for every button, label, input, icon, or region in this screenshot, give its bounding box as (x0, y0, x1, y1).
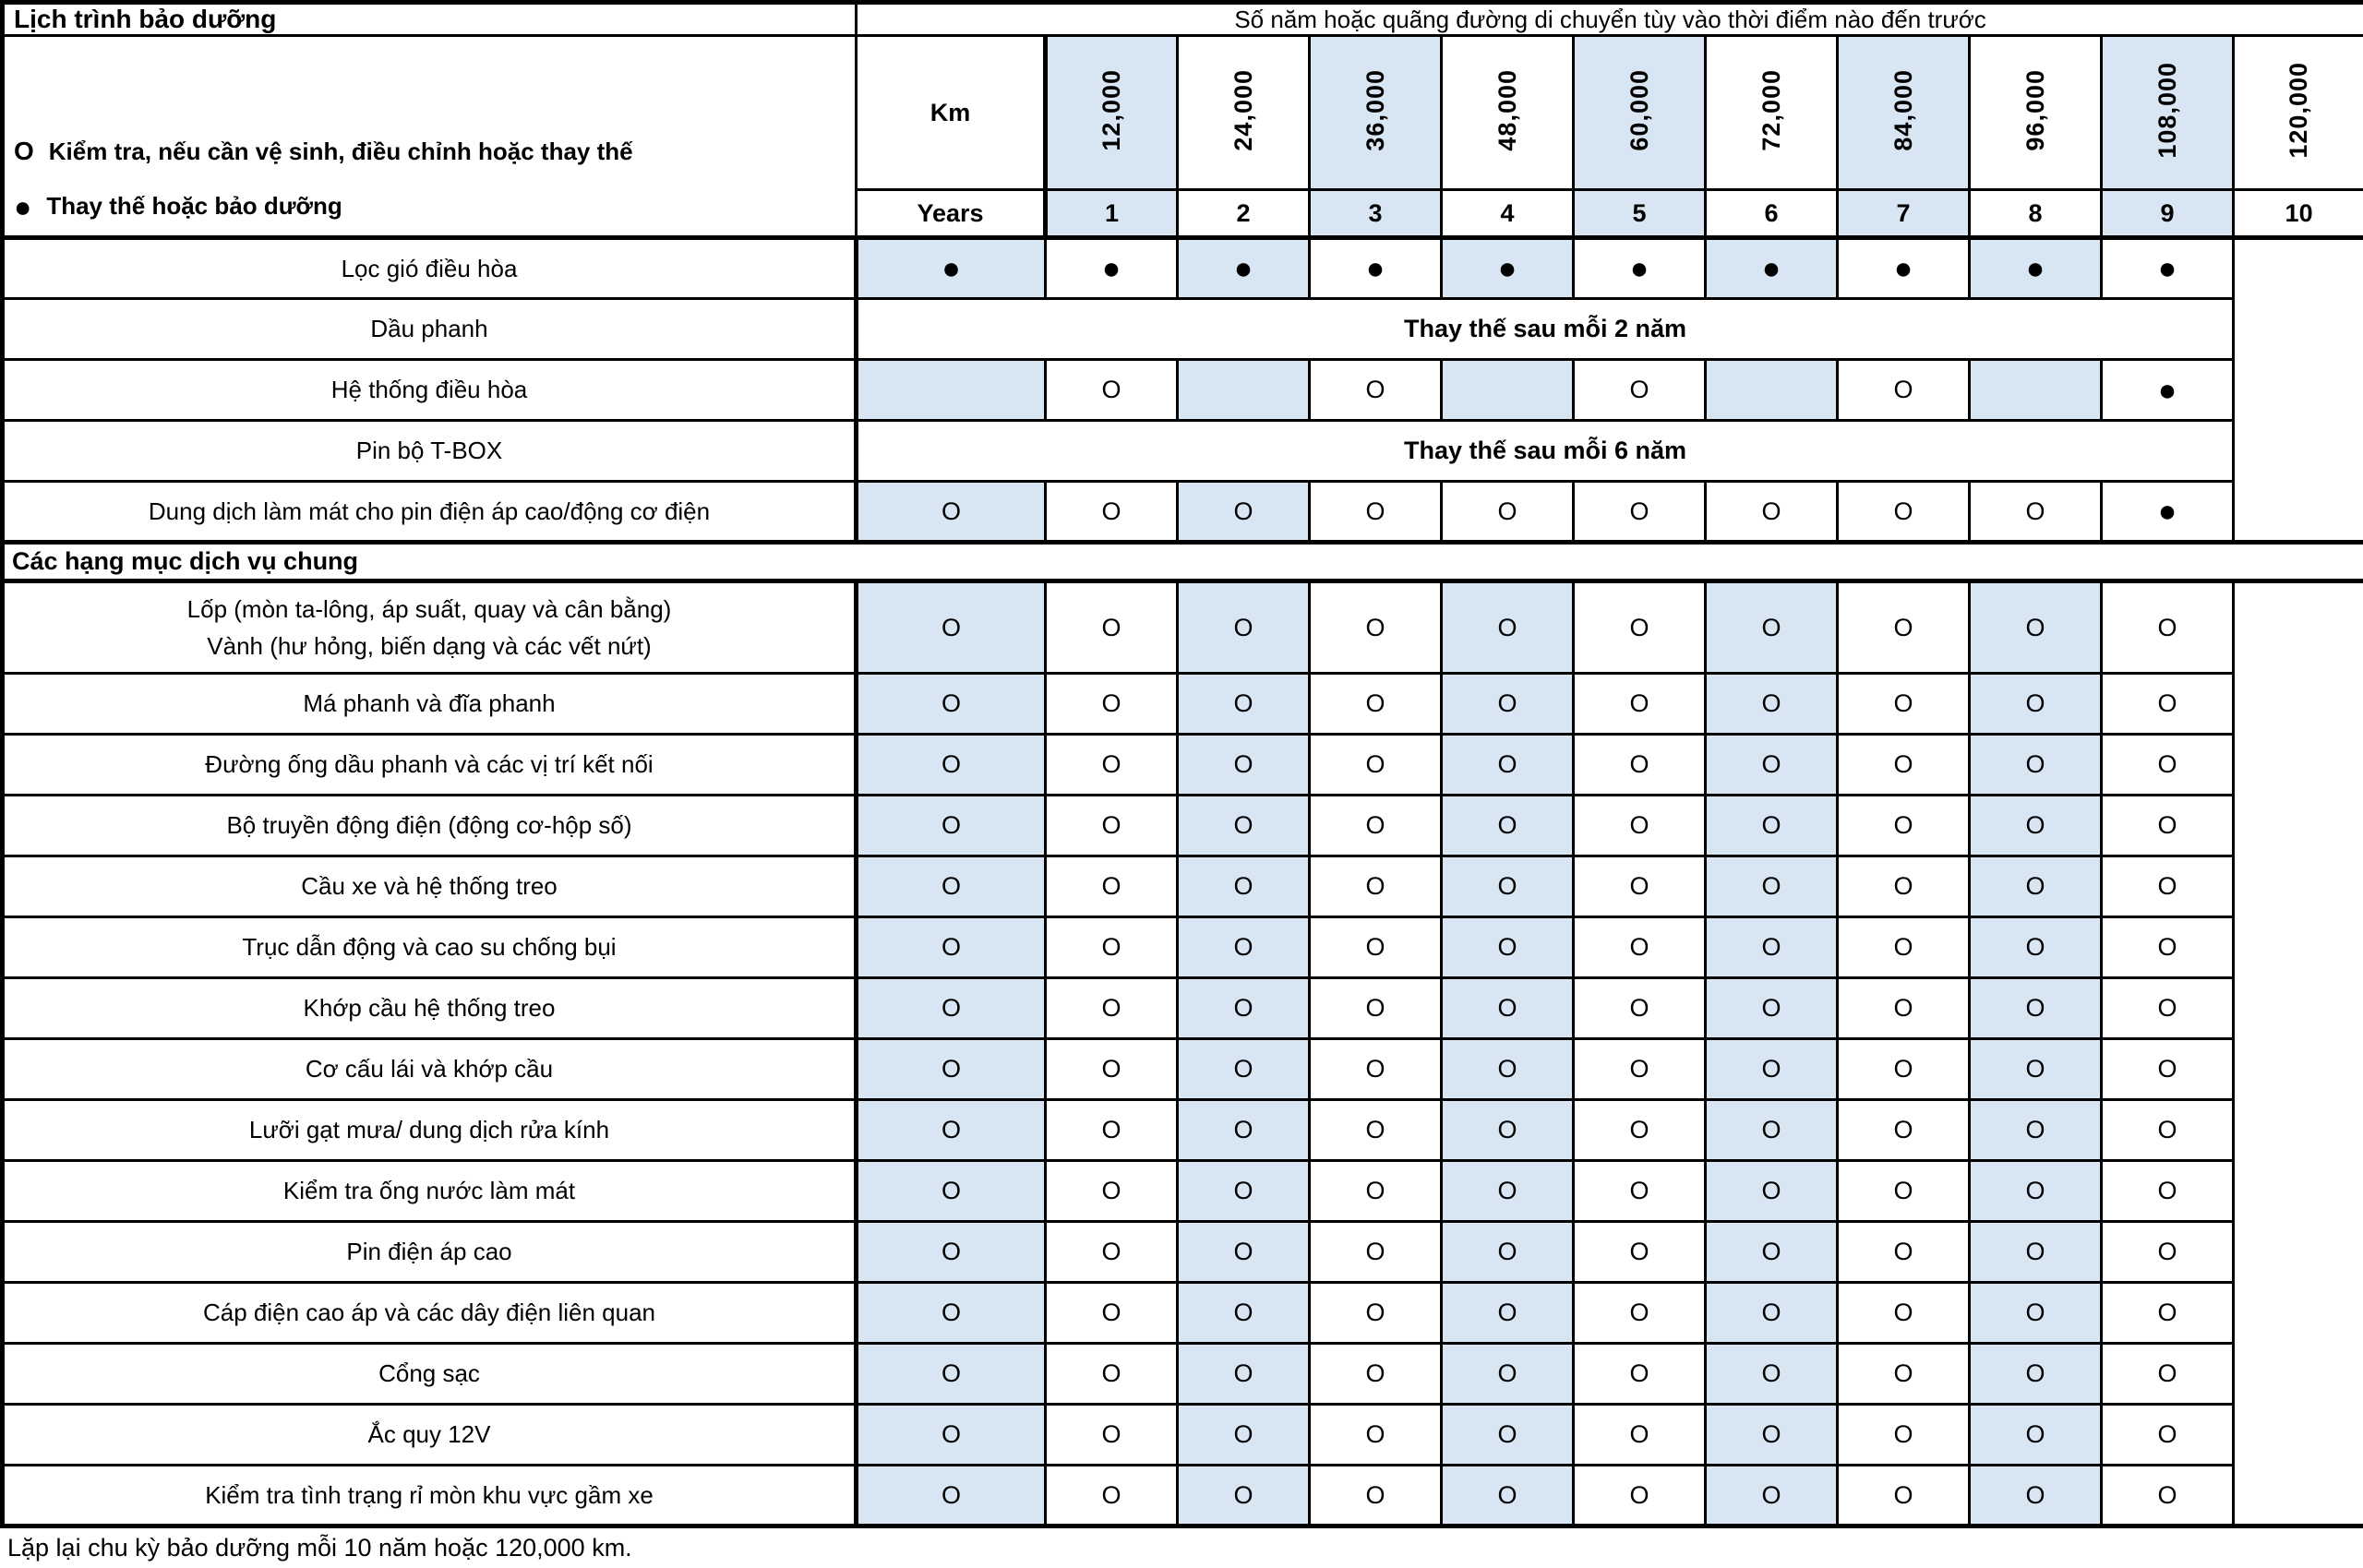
inspect-mark: O (1178, 917, 1310, 978)
inspect-mark: O (857, 1222, 1046, 1283)
item-row (3, 360, 2363, 421)
inspect-mark: O (1970, 1344, 2102, 1405)
km-column-header (1706, 36, 1838, 190)
inspect-mark: O (857, 1466, 1046, 1526)
inspect-mark: O (1310, 1405, 1442, 1466)
inspect-mark: O (1178, 1283, 1310, 1344)
km-column-header (1970, 36, 2102, 190)
inspect-mark-symbol: O (14, 137, 34, 166)
item-label: Lọc gió điều hòa (3, 238, 857, 299)
replace-mark: ● (1046, 238, 1178, 299)
inspect-mark: O (1574, 1466, 1706, 1526)
inspect-mark: O (2102, 917, 2234, 978)
inspect-mark: O (1178, 1466, 1310, 1526)
year-value: 8 (1970, 190, 2102, 238)
item-row (3, 1161, 2363, 1222)
inspect-mark: O (1178, 735, 1310, 796)
inspect-mark: O (1442, 735, 1574, 796)
km-value: 120,000 (2285, 62, 2313, 159)
years-label: Years (857, 190, 1046, 238)
km-column-header (1046, 36, 1178, 190)
inspect-mark: O (1706, 978, 1838, 1039)
inspect-mark: O (1442, 917, 1574, 978)
inspect-mark: O (1706, 482, 1838, 543)
replace-mark: ● (857, 238, 1046, 299)
inspect-mark: O (1706, 1100, 1838, 1161)
page-title: Lịch trình bảo dưỡng (3, 3, 857, 36)
inspect-mark: O (1970, 581, 2102, 674)
inspect-mark: O (1574, 1405, 1706, 1466)
replace-mark: ● (2102, 238, 2234, 299)
inspect-mark: O (1178, 1222, 1310, 1283)
inspect-mark: O (1046, 1283, 1178, 1344)
inspect-mark: O (1574, 1283, 1706, 1344)
km-label: Km (857, 36, 1046, 190)
inspect-mark: O (1706, 1161, 1838, 1222)
inspect-mark: O (1178, 1344, 1310, 1405)
inspect-mark: O (1970, 1161, 2102, 1222)
inspect-mark: O (1442, 1161, 1574, 1222)
item-label: Hệ thống điều hòa (3, 360, 857, 421)
km-value: 60,000 (1625, 69, 1654, 151)
inspect-mark: O (2102, 1039, 2234, 1100)
inspect-mark: O (1046, 482, 1178, 543)
replace-mark: ● (1970, 238, 2102, 299)
km-column-header (1442, 36, 1574, 190)
inspect-mark: O (1838, 1466, 1970, 1526)
inspect-mark: O (1706, 674, 1838, 735)
item-row (3, 299, 2363, 360)
year-value: 4 (1442, 190, 1574, 238)
inspect-mark: O (1970, 735, 2102, 796)
inspect-mark: O (2102, 674, 2234, 735)
item-label: Pin bộ T-BOX (3, 421, 857, 482)
replace-mark: ● (1706, 238, 1838, 299)
year-value: 3 (1310, 190, 1442, 238)
inspect-mark: O (857, 581, 1046, 674)
item-row (3, 1039, 2363, 1100)
inspect-mark: O (1706, 735, 1838, 796)
inspect-mark: O (1442, 856, 1574, 917)
inspect-mark: O (1970, 1222, 2102, 1283)
inspect-mark: O (1838, 1344, 1970, 1405)
inspect-mark: O (2102, 1161, 2234, 1222)
inspect-mark: O (1178, 674, 1310, 735)
item-label: Đường ống dầu phanh và các vị trí kết nối (3, 735, 857, 796)
inspect-mark: O (1046, 1039, 1178, 1100)
inspect-mark: O (1838, 735, 1970, 796)
inspect-mark: O (1574, 1039, 1706, 1100)
inspect-mark: O (1046, 1100, 1178, 1161)
inspect-mark: O (1442, 1283, 1574, 1344)
year-value: 10 (2234, 190, 2363, 238)
inspect-mark: O (857, 856, 1046, 917)
empty-cell (1442, 360, 1574, 421)
inspect-mark: O (2102, 735, 2234, 796)
inspect-mark: O (1178, 1405, 1310, 1466)
item-label: Khớp cầu hệ thống treo (3, 978, 857, 1039)
year-value: 5 (1574, 190, 1706, 238)
inspect-mark: O (1310, 674, 1442, 735)
inspect-mark: O (1442, 1222, 1574, 1283)
inspect-mark: O (1442, 1466, 1574, 1526)
item-label-line: Vành (hư hỏng, biến dạng và các vết nứt) (12, 628, 846, 664)
inspect-mark: O (1838, 1405, 1970, 1466)
empty-cell (857, 360, 1046, 421)
item-row (3, 581, 2363, 674)
item-label: Cổng sạc (3, 1344, 857, 1405)
inspect-mark: O (1970, 1405, 2102, 1466)
inspect-mark: O (857, 978, 1046, 1039)
inspect-mark: O (1838, 482, 1970, 543)
item-label: Kiểm tra tình trạng rỉ mòn khu vực gầm xe (3, 1466, 857, 1526)
item-label: Má phanh và đĩa phanh (3, 674, 857, 735)
inspect-mark: O (1574, 917, 1706, 978)
filled-dot-icon: ● (14, 197, 31, 216)
inspect-mark: O (1706, 1222, 1838, 1283)
km-column-header (1178, 36, 1310, 190)
year-value: 7 (1838, 190, 1970, 238)
replace-mark: ● (2102, 360, 2234, 421)
inspect-mark: O (1970, 482, 2102, 543)
inspect-mark: O (2102, 1405, 2234, 1466)
item-row (3, 1283, 2363, 1344)
legend-item-inspect (14, 137, 849, 166)
footer-note: Lặp lại chu kỳ bảo dưỡng mỗi 10 năm hoặc 120,000 km. (0, 1528, 2363, 1568)
inspect-mark: O (1574, 674, 1706, 735)
item-row (3, 238, 2363, 299)
inspect-mark: O (1046, 978, 1178, 1039)
inspect-mark: O (2102, 1466, 2234, 1526)
inspect-mark: O (857, 482, 1046, 543)
inspect-mark: O (1310, 735, 1442, 796)
item-row (3, 421, 2363, 482)
item-row (3, 1344, 2363, 1405)
inspect-mark: O (1310, 1161, 1442, 1222)
inspect-mark: O (2102, 1100, 2234, 1161)
inspect-mark: O (1046, 1344, 1178, 1405)
inspect-mark: O (1574, 978, 1706, 1039)
inspect-mark: O (2102, 856, 2234, 917)
inspect-mark: O (857, 1100, 1046, 1161)
inspect-mark: O (1838, 856, 1970, 917)
inspect-mark: O (857, 735, 1046, 796)
inspect-mark: O (1706, 856, 1838, 917)
item-label: Kiểm tra ống nước làm mát (3, 1161, 857, 1222)
interval-span-text: Thay thế sau mỗi 6 năm (857, 421, 2234, 482)
item-label (3, 581, 857, 674)
inspect-mark: O (2102, 581, 2234, 674)
inspect-mark: O (1838, 1283, 1970, 1344)
inspect-mark: O (1574, 1161, 1706, 1222)
inspect-mark: O (1574, 856, 1706, 917)
section-title: Các hạng mục dịch vụ chung (3, 543, 2363, 581)
km-value: 24,000 (1229, 69, 1258, 151)
empty-cell (1706, 360, 1838, 421)
inspect-mark: O (1838, 1100, 1970, 1161)
inspect-mark: O (1046, 1466, 1178, 1526)
inspect-mark: O (857, 1405, 1046, 1466)
km-column-header (2234, 36, 2363, 190)
inspect-mark: O (1970, 1039, 2102, 1100)
item-label: Pin điện áp cao (3, 1222, 857, 1283)
section-header-row (3, 543, 2363, 581)
item-row (3, 856, 2363, 917)
inspect-mark: O (1442, 796, 1574, 856)
km-value: 108,000 (2153, 62, 2182, 159)
inspect-mark: O (1310, 360, 1442, 421)
inspect-mark: O (1178, 482, 1310, 543)
item-row (3, 796, 2363, 856)
inspect-mark: O (1838, 1161, 1970, 1222)
inspect-mark: O (1574, 1100, 1706, 1161)
inspect-mark: O (1442, 482, 1574, 543)
replace-mark: ● (1178, 238, 1310, 299)
inspect-mark: O (1442, 581, 1574, 674)
inspect-mark: O (1706, 1344, 1838, 1405)
inspect-mark: O (1178, 1100, 1310, 1161)
empty-cell (1178, 360, 1310, 421)
inspect-mark: O (1310, 978, 1442, 1039)
item-label: Cơ cấu lái và khớp cầu (3, 1039, 857, 1100)
km-column-header (1310, 36, 1442, 190)
item-label: Cáp điện cao áp và các dây điện liên quan (3, 1283, 857, 1344)
km-value: 96,000 (2021, 69, 2050, 151)
replace-mark: ● (1838, 238, 1970, 299)
inspect-mark: O (2102, 978, 2234, 1039)
inspect-mark: O (1310, 1344, 1442, 1405)
inspect-mark: O (1178, 796, 1310, 856)
km-value: 12,000 (1098, 69, 1126, 151)
inspect-mark: O (1310, 482, 1442, 543)
inspect-mark: O (1574, 1222, 1706, 1283)
inspect-mark: O (1310, 1100, 1442, 1161)
inspect-mark: O (1574, 1344, 1706, 1405)
inspect-mark: O (1838, 581, 1970, 674)
inspect-mark: O (1310, 856, 1442, 917)
km-value: 36,000 (1361, 69, 1390, 151)
item-label: Ắc quy 12V (3, 1405, 857, 1466)
inspect-mark: O (1310, 917, 1442, 978)
inspect-mark: O (1442, 1100, 1574, 1161)
item-label: Cầu xe và hệ thống treo (3, 856, 857, 917)
year-value: 1 (1046, 190, 1178, 238)
year-value: 9 (2102, 190, 2234, 238)
inspect-mark: O (1442, 1039, 1574, 1100)
inspect-mark: O (1310, 1466, 1442, 1526)
replace-mark: ● (2102, 482, 2234, 543)
inspect-mark: O (1442, 1344, 1574, 1405)
km-column-header (1838, 36, 1970, 190)
inspect-mark: O (1838, 1039, 1970, 1100)
km-value: 48,000 (1493, 69, 1522, 151)
km-column-header (1574, 36, 1706, 190)
inspect-mark: O (1706, 917, 1838, 978)
inspect-mark: O (1706, 581, 1838, 674)
inspect-mark: O (857, 674, 1046, 735)
item-row (3, 1405, 2363, 1466)
inspect-mark: O (2102, 796, 2234, 856)
inspect-mark: O (1706, 1405, 1838, 1466)
km-value: 84,000 (1889, 69, 1918, 151)
empty-cell (1970, 360, 2102, 421)
km-column-header (2102, 36, 2234, 190)
inspect-mark: O (1046, 674, 1178, 735)
inspect-mark: O (1970, 1283, 2102, 1344)
inspect-mark: O (1970, 856, 2102, 917)
legend-item-replace (14, 192, 849, 221)
inspect-mark: O (1178, 1161, 1310, 1222)
inspect-mark: O (1838, 674, 1970, 735)
inspect-mark: O (2102, 1222, 2234, 1283)
inspect-mark: O (1178, 581, 1310, 674)
inspect-mark: O (1574, 581, 1706, 674)
item-row (3, 735, 2363, 796)
inspect-mark: O (1574, 360, 1706, 421)
inspect-mark: O (1178, 1039, 1310, 1100)
item-label: Dầu phanh (3, 299, 857, 360)
km-header-row (3, 36, 2363, 190)
inspect-mark: O (1574, 735, 1706, 796)
inspect-mark: O (1442, 674, 1574, 735)
inspect-mark: O (1970, 1466, 2102, 1526)
legend-replace-text: Thay thế hoặc bảo dưỡng (46, 192, 342, 221)
item-label-line: Lốp (mòn ta-lông, áp suất, quay và cân bằng) (12, 591, 846, 628)
inspect-mark: O (1574, 796, 1706, 856)
inspect-mark: O (857, 1344, 1046, 1405)
inspect-mark: O (1838, 917, 1970, 978)
inspect-mark: O (857, 796, 1046, 856)
item-label: Trục dẫn động và cao su chống bụi (3, 917, 857, 978)
inspect-mark: O (1178, 856, 1310, 917)
inspect-mark: O (1838, 978, 1970, 1039)
inspect-mark: O (1046, 1405, 1178, 1466)
replace-mark: ● (1574, 238, 1706, 299)
inspect-mark: O (1310, 1283, 1442, 1344)
legend (3, 36, 857, 238)
inspect-mark: O (1178, 978, 1310, 1039)
item-row (3, 674, 2363, 735)
item-row (3, 978, 2363, 1039)
inspect-mark: O (1706, 796, 1838, 856)
replace-mark: ● (1310, 238, 1442, 299)
legend-inspect-text: Kiểm tra, nếu cần vệ sinh, điều chỉnh hoặc thay thế (49, 138, 633, 166)
inspect-mark: O (1310, 1222, 1442, 1283)
inspect-mark: O (1046, 1161, 1178, 1222)
interval-note: Số năm hoặc quãng đường di chuyển tùy vào thời điểm nào đến trước (857, 3, 2363, 36)
inspect-mark: O (857, 917, 1046, 978)
inspect-mark: O (1970, 674, 2102, 735)
inspect-mark: O (1970, 978, 2102, 1039)
inspect-mark: O (1310, 796, 1442, 856)
inspect-mark: O (1970, 796, 2102, 856)
inspect-mark: O (1838, 796, 1970, 856)
inspect-mark: O (1046, 581, 1178, 674)
km-value: 72,000 (1757, 69, 1786, 151)
inspect-mark: O (1706, 1283, 1838, 1344)
inspect-mark: O (1046, 796, 1178, 856)
inspect-mark: O (1970, 1100, 2102, 1161)
inspect-mark: O (1310, 581, 1442, 674)
interval-span-text: Thay thế sau mỗi 2 năm (857, 299, 2234, 360)
title-row (3, 3, 2363, 36)
inspect-mark: O (2102, 1283, 2234, 1344)
inspect-mark: O (1046, 1222, 1178, 1283)
item-row (3, 482, 2363, 543)
inspect-mark: O (1442, 978, 1574, 1039)
item-row (3, 1100, 2363, 1161)
inspect-mark: O (1838, 360, 1970, 421)
item-row (3, 1222, 2363, 1283)
inspect-mark: O (1046, 360, 1178, 421)
inspect-mark: O (1706, 1039, 1838, 1100)
inspect-mark: O (1046, 735, 1178, 796)
item-row (3, 1466, 2363, 1526)
replace-mark: ● (1442, 238, 1574, 299)
year-value: 2 (1178, 190, 1310, 238)
inspect-mark: O (1442, 1405, 1574, 1466)
inspect-mark: O (1046, 917, 1178, 978)
inspect-mark: O (1310, 1039, 1442, 1100)
inspect-mark: O (1046, 856, 1178, 917)
inspect-mark: O (1574, 482, 1706, 543)
inspect-mark: O (857, 1283, 1046, 1344)
item-label: Lưỡi gạt mưa/ dung dịch rửa kính (3, 1100, 857, 1161)
inspect-mark: O (1838, 1222, 1970, 1283)
year-value: 6 (1706, 190, 1838, 238)
item-row (3, 917, 2363, 978)
inspect-mark: O (2102, 1344, 2234, 1405)
item-label: Dung dịch làm mát cho pin điện áp cao/động cơ điện (3, 482, 857, 543)
item-label: Bộ truyền động điện (động cơ-hộp số) (3, 796, 857, 856)
inspect-mark: O (857, 1039, 1046, 1100)
inspect-mark: O (1706, 1466, 1838, 1526)
inspect-mark: O (857, 1161, 1046, 1222)
inspect-mark: O (1970, 917, 2102, 978)
